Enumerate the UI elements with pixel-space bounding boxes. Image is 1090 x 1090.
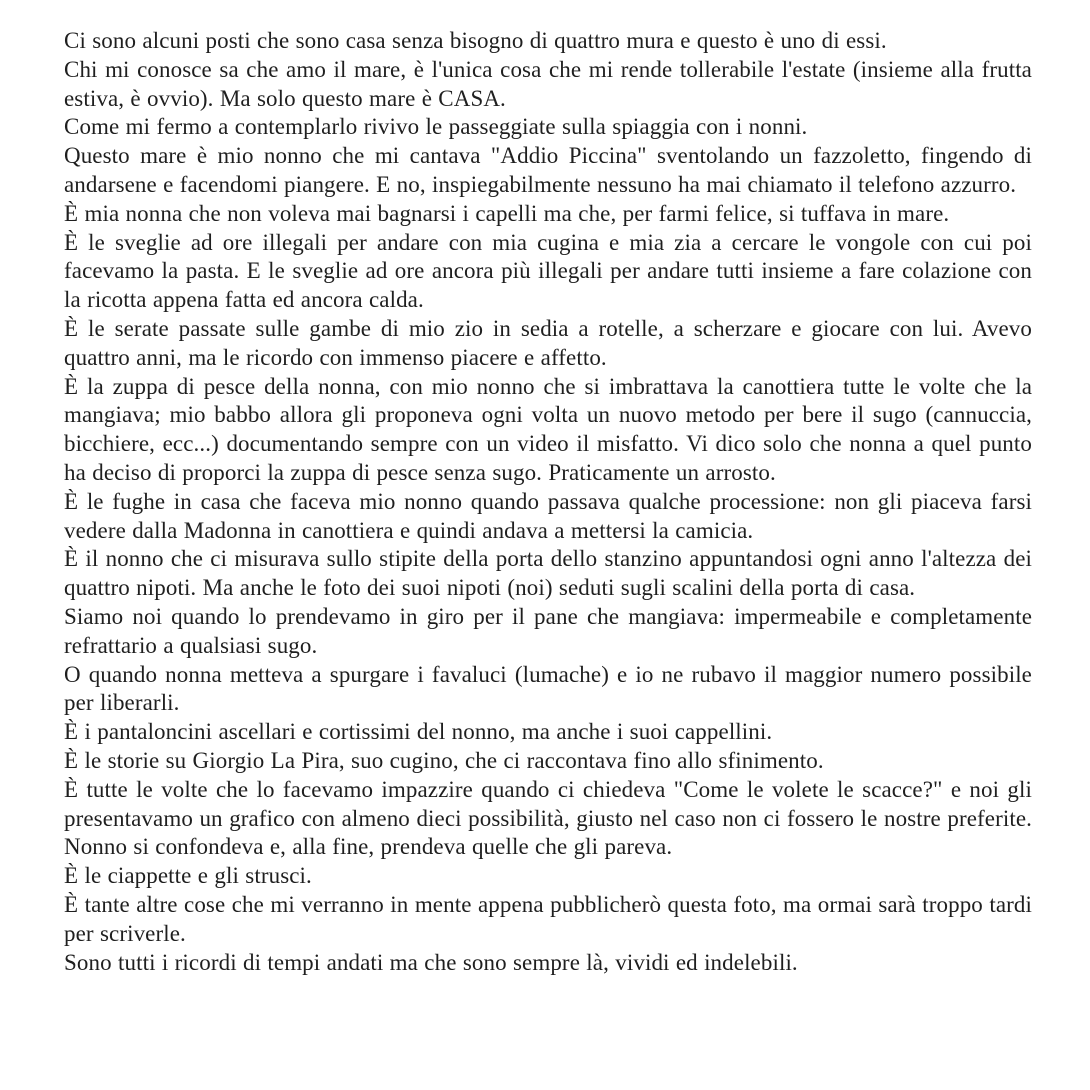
paragraph-11: Siamo noi quando lo prendevamo in giro per il pane che mangiava: impermeabile e completamente refrattario a qualsiasi sugo.	[64, 603, 1032, 658]
paragraph-17: È tante altre cose che mi verranno in mente appena pubblicherò questa foto, ma ormai sarà troppo tardi per scriverle.	[64, 891, 1032, 946]
paragraph-5: È mia nonna che non voleva mai bagnarsi i capelli ma che, per farmi felice, si tuffava in mare.	[64, 200, 950, 226]
paragraph-18: Sono tutti i ricordi di tempi andati ma che sono sempre là, vividi ed indelebili.	[64, 949, 798, 975]
paragraph-8: È la zuppa di pesce della nonna, con mio nonno che si imbrattava la canottiera tutte le volte che la mangiava; mio babbo allora gli proponeva ogni volta un nuovo metodo per bere il sugo (cannuccia, bicchiere, ecc...) documentando sempre con un video il misfatto. Vi dico solo che nonna a quel punto ha deciso di proporci la zuppa di pesce senza sugo. Praticamente un arrosto.	[64, 373, 1032, 485]
paragraph-10: È il nonno che ci misurava sullo stipite della porta dello stanzino appuntandosi ogni anno l'altezza dei quattro nipoti. Ma anche le foto dei suoi nipoti (noi) seduti sugli scalini della porta di casa.	[64, 546, 1032, 601]
paragraph-13: È i pantaloncini ascellari e cortissimi del nonno, ma anche i suoi cappellini.	[64, 719, 773, 745]
paragraph-7: È le serate passate sulle gambe di mio zio in sedia a rotelle, a scherzare e giocare con lui. Avevo quattro anni, ma le ricordo con immenso piacere e affetto.	[64, 315, 1032, 370]
paragraph-3: Come mi fermo a contemplarlo rivivo le passeggiate sulla spiaggia con i nonni.	[64, 114, 808, 140]
paragraph-16: È le ciappette e gli strusci.	[64, 863, 312, 889]
paragraph-1: Ci sono alcuni posti che sono casa senza bisogno di quattro mura e questo è uno di essi.	[64, 28, 887, 53]
paragraph-4: Questo mare è mio nonno che mi cantava "Addio Piccina" sventolando un fazzoletto, fingendo di andarsene e facendomi piangere. E no, inspiegabilmente nessuno ha mai chiamato il telefono azzurro.	[64, 143, 1032, 197]
paragraph-12: O quando nonna metteva a spurgare i favaluci (lumache) e io ne rubavo il maggior numero possibile per liberarli.	[64, 661, 1032, 716]
paragraph-14: È le storie su Giorgio La Pira, suo cugino, che ci raccontava fino allo sfinimento.	[64, 747, 824, 773]
paragraph-9: È le fughe in casa che faceva mio nonno quando passava qualche processione: non gli piaceva farsi vedere dalla Madonna in canottiera e quindi andava a mettersi la camicia.	[64, 488, 1032, 543]
paragraph-2: Chi mi conosce sa che amo il mare, è l'unica cosa che mi rende tollerabile l'estate (insieme alla frutta estiva, è ovvio). Ma solo questo mare è CASA.	[64, 56, 1032, 111]
paragraph-15: È tutte le volte che lo facevamo impazzire quando ci chiedeva "Come le volete le scacce?" e noi gli presentavamo un grafico con almeno dieci possibilità, giusto nel caso non ci fossero le nostre preferite. Nonno si confondeva e, alla fine, prendeva quelle che gli pareva.	[64, 776, 1032, 860]
paragraph-6: È le sveglie ad ore illegali per andare con mia cugina e mia zia a cercare le vongole con cui poi facevamo la pasta. E le sveglie ad ore ancora più illegali per andare tutti insieme a fare colazione con la ricotta appena fatta ed ancora calda.	[64, 229, 1032, 313]
